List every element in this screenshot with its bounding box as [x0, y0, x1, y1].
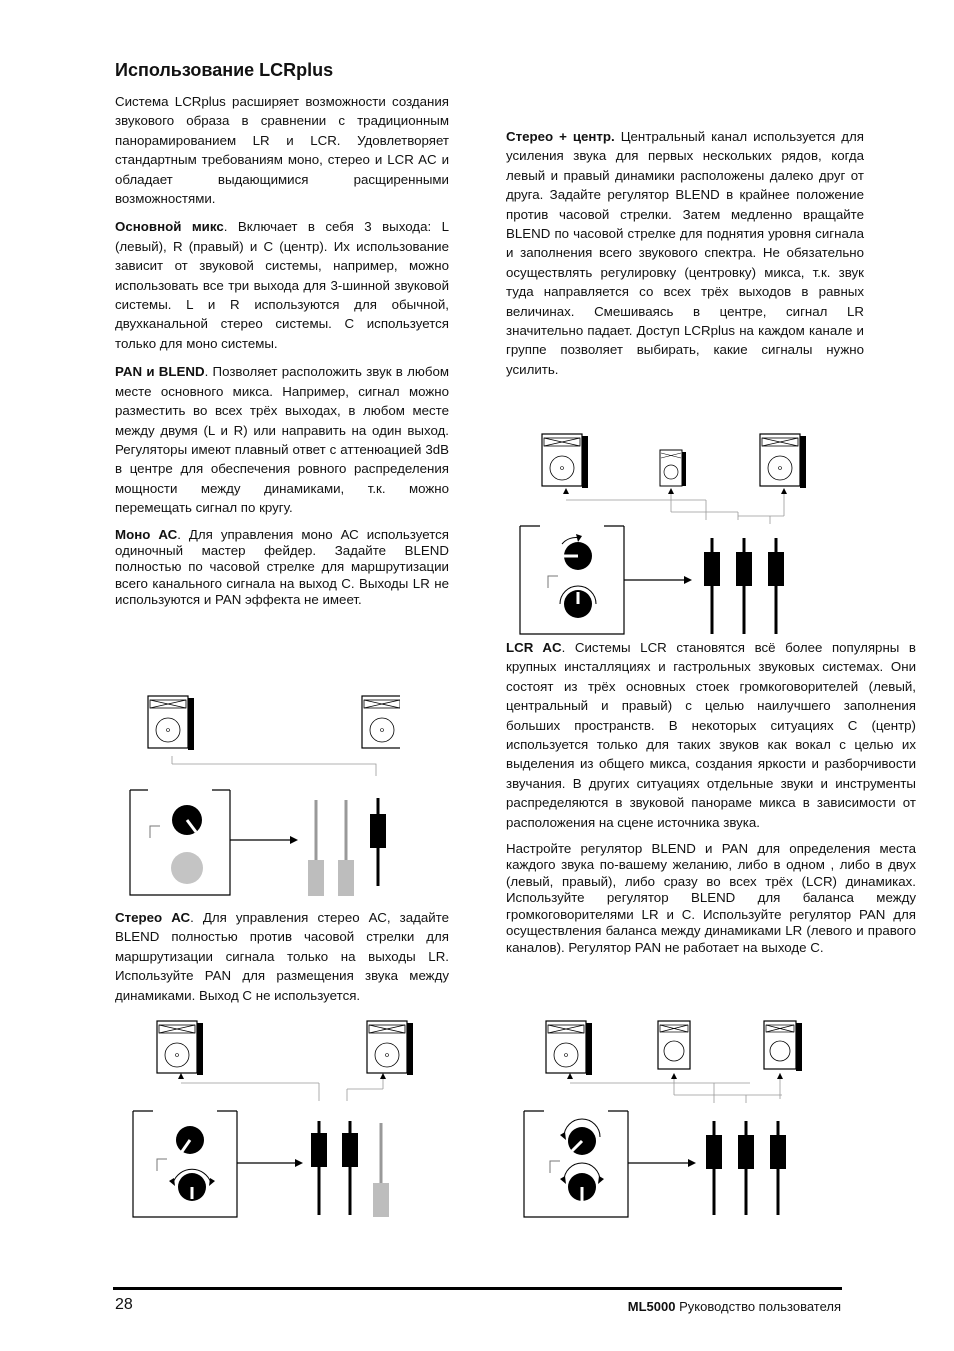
control-bracket: [520, 526, 624, 634]
pan-blend-paragraph: [115, 362, 449, 517]
fader-c-icon: [736, 538, 752, 634]
signal-lines: [563, 488, 787, 524]
speaker-right-icon: [764, 1021, 802, 1071]
blend-knob-icon: [562, 534, 592, 570]
fader-c-icon: [738, 1121, 754, 1215]
speaker-left-icon: [157, 1021, 203, 1075]
main-mix-paragraph: [115, 217, 449, 353]
arrow-to-faders: [230, 836, 298, 844]
fader-l-icon: [308, 800, 324, 896]
mono-diagram: [120, 690, 400, 905]
page-title: Использование LCRplus: [115, 60, 334, 80]
right-column-top: [506, 127, 864, 388]
intro-paragraph: Система LCRplus расширяет возможности создания звукового образа в сравнении с традиционным панорамированием LR и LCR. Удовлетворяет стандартным требованиям моно, стерео и LCR AC и обладает выдающимися расщиренными возможностями.: [115, 94, 449, 207]
gamma-symbol: [150, 826, 160, 838]
speaker-left-icon: [546, 1021, 592, 1075]
arrow-to-faders: [624, 576, 692, 584]
signal-lines: [178, 1073, 386, 1101]
page-number: 28: [115, 1296, 133, 1313]
manual-model: ML5000: [627, 1299, 676, 1314]
manual-title-text: Руководство пользователя: [675, 1299, 841, 1314]
left-column-bottom: [115, 908, 449, 1014]
speaker-left-icon: [542, 434, 588, 488]
fader-l-icon: [706, 1121, 722, 1215]
signal-lines: [172, 756, 376, 776]
left-column-top: [115, 92, 449, 618]
pan-knob-icon: [560, 1163, 604, 1201]
stereo-label: Стерео АС: [115, 910, 191, 925]
speaker-center-icon: [660, 450, 686, 486]
mono-text: . Для управления моно АС используется одиночный мастер фейдер. Задайте BLEND полностью по часовой стрелке для маршрутизации всего канального сигнала на выход С. Выходы LR не используются и PAN эффекта не имеет.: [115, 526, 449, 608]
fader-r-icon: [770, 1121, 786, 1215]
pan-blend-text: . Позволяет расположить звук в любом месте основного микса. Например, сигнал можно разместить во всех трёх выходах, в любом месте между двумя (L и R) или направить на один выход. Регуляторы имеют плавный ответ с аттенюацией 3dB в центре для обеспечения ровного распределения мощности между динамиками, т.к. можно перемещать сигнал по кругу.: [115, 364, 449, 516]
lcr-text: . Системы LCR становятся всё более популярны в крупных инсталляциях и гастрольных звуковых системах. Они состоят из трёх основных стоек громкоговорителей (левый, центральный и правый) с целью наилучшего заполнения больших пространств. В некоторых ситуациях С (центр) используется только для таких звуков как вокал с целью их выделения из общего микса, создания яркости и разборчивости звучания. В других ситуациях отдельные звуки и инструменты распределяются в звуковой панораме микса в зависимости от расположения на сцене источника звука.: [506, 640, 916, 830]
speaker-right-icon: [760, 434, 806, 488]
lcr-diagram: [520, 1015, 810, 1225]
stereo-center-paragraph: [506, 127, 864, 379]
blend-knob-icon: [172, 805, 202, 835]
arrow-to-faders: [237, 1159, 303, 1167]
mono-label: Моно АС: [115, 526, 178, 542]
control-bracket: [133, 1111, 237, 1217]
pan-knob-icon: [560, 586, 596, 618]
stereo-center-diagram: [516, 428, 816, 638]
footer-divider: [113, 1287, 842, 1290]
stereo-diagram: [125, 1015, 415, 1225]
gamma-symbol: [550, 1161, 560, 1173]
fader-r-icon: [768, 538, 784, 634]
fader-l-icon: [311, 1121, 327, 1215]
signal-lines: [567, 1073, 783, 1103]
speaker-right-icon: [362, 696, 400, 750]
fader-r-icon: [338, 800, 354, 896]
fader-r-icon: [342, 1121, 358, 1215]
right-column-bottom: [506, 638, 916, 965]
fader-c-icon: [373, 1123, 389, 1217]
speaker-left-icon: [148, 696, 194, 750]
main-mix-label: Основной микс: [115, 219, 224, 235]
stereo-center-text: Центральный канал используется для усиления звука для первых нескольких рядов, когда левый и правый динамики расположены далеко друг от друга. Задайте регулятор BLEND в крайнее положение против часовой стрелки. Затем медленно вращайте BLEND по часовой стрелке для поднятия уровня сигнала и заполнения всего звукового спектра. Не обязательно осуществлять регулировку (центровку) микса, т.к. звук туда направляется со всех трёх выходов в равных величинах. Смешиваясь в центре, сигнал LR значительно падает. Доступ LCRplus на каждом канале и группе позволяет выбирать, какие сигналы нужно усилить.: [506, 129, 864, 377]
setup-paragraph: Настройте регулятор BLEND и PAN для определения места каждого звука по-вашему желанию, либо в одном , либо в двух (левый, правый), либо сразу во всех трёх (LCR) динамиках. Используйте регулятор BLEND для баланса между громкоговорителями LR и С. Используйте регулятор PAN для осуществления баланса между динамиками LR (левого и правого каналов). Регулятор PAN не работает на выходе С.: [506, 841, 916, 955]
speaker-center-icon: [658, 1021, 690, 1069]
pan-knob-icon: [169, 1169, 215, 1201]
fader-l-icon: [704, 538, 720, 634]
speaker-right-icon: [367, 1021, 413, 1075]
manual-title: [628, 1299, 841, 1314]
fader-c-icon: [370, 798, 386, 886]
stereo-text: . Для управления стерео АС, задайте BLEND полностью против часовой стрелки для маршрутизации сигнала только на выходы LR. Используйте PAN для размещения звука между динамиками. Выход С не используется.: [115, 910, 450, 1003]
lcr-label: LCR AC: [506, 640, 562, 655]
pan-blend-label: PAN и BLEND: [115, 364, 205, 380]
lcr-paragraph: [506, 638, 916, 832]
arrow-to-faders: [628, 1159, 696, 1167]
main-mix-text: . Включает в себя 3 выхода: L (левый), R (правый) и C (центр). Их использование зависит от звуковой системы, например, можно использовать все три выхода для 3-шинной звуковой системы. L и R используются для обычной, двухканальной стерео системы. С используется только для моно системы.: [115, 219, 449, 351]
stereo-paragraph: [115, 908, 449, 1005]
gamma-symbol: [157, 1159, 167, 1171]
pan-knob-icon: [171, 852, 203, 884]
gamma-symbol: [548, 576, 558, 588]
mono-paragraph: [115, 527, 449, 609]
blend-knob-icon: [176, 1126, 204, 1154]
blend-knob-icon: [560, 1119, 600, 1155]
stereo-center-label: Стерео + центр.: [506, 129, 615, 144]
